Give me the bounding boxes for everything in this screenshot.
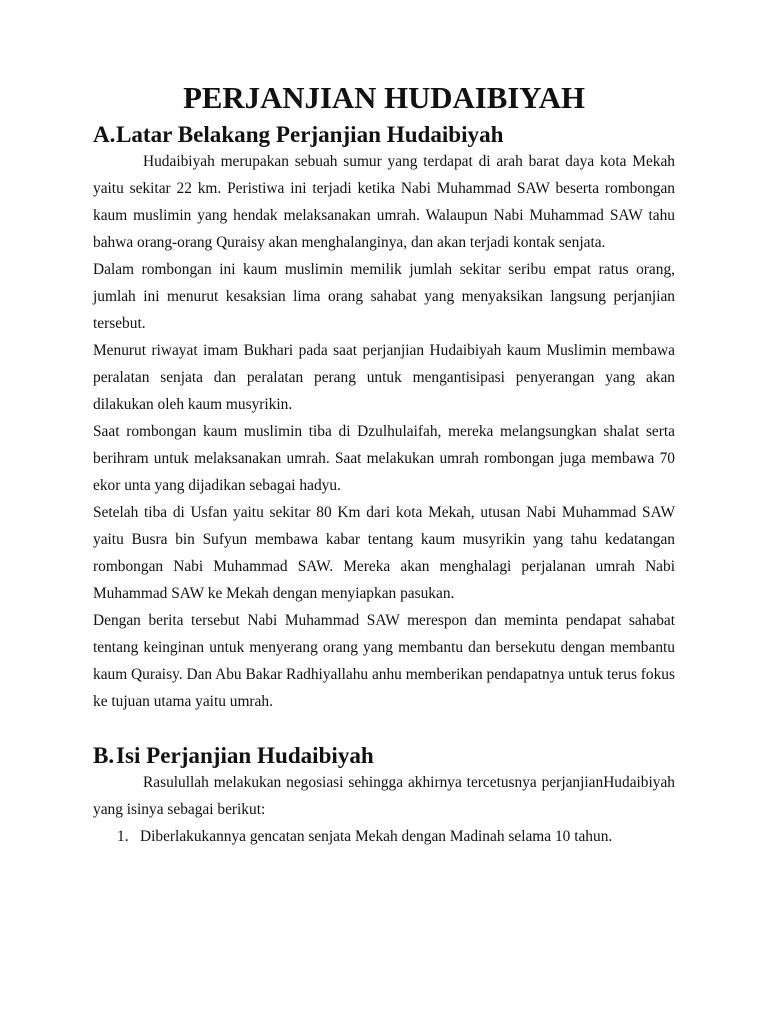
section-a-paragraph-6: Dengan berita tersebut Nabi Muhammad SAW merespon dan meminta pendapat sahabat tentang keinginan untuk menyerang orang yang membantu dan bersekutu dengan membantu kaum Quraisy. Dan Abu Bakar Radhiyallahu anhu memberikan pendapatnya untuk terus fokus ke tujuan utama yaitu umrah. [93, 612, 675, 710]
section-a-paragraph-2: Dalam rombongan ini kaum muslimin memilik jumlah sekitar seribu empat ratus orang, jumlah ini menurut kesaksian lima orang sahabat yang menyaksikan langsung perjanjian tersebut. [93, 261, 675, 332]
section-b-intro: Rasulullah melakukan negosiasi sehingga akhirnya tercetusnya perjanjianHudaibiyah yang isinya sebagai berikut: [93, 774, 675, 818]
section-a-paragraph-1: Hudaibiyah merupakan sebuah sumur yang terdapat di arah barat daya kota Mekah yaitu sekitar 22 km. Peristiwa ini terjadi ketika Nabi Muhammad SAW beserta rombongan kaum muslimin yang hendak melaksanakan umrah. Walaupun Nabi Muhammad SAW tahu bahwa orang-orang Quraisy akan menghalanginya, dan akan terjadi kontak senjata. [93, 153, 675, 251]
section-b-title: Isi Perjanjian Hudaibiyah [116, 742, 374, 768]
section-a-paragraph-3: Menurut riwayat imam Bukhari pada saat perjanjian Hudaibiyah kaum Muslimin membawa peralatan senjata dan peralatan perang untuk mengantisipasi penyerangan yang akan dilakukan oleh kaum musyrikin. [93, 342, 675, 413]
document-title: PERJANJIAN HUDAIBIYAH [183, 81, 585, 115]
list-item-number: 1. [117, 828, 129, 845]
list-item [117, 823, 675, 850]
section-a-paragraph-5: Setelah tiba di Usfan yaitu sekitar 80 Km dari kota Mekah, utusan Nabi Muhammad SAW yaitu Busra bin Sufyun membawa kabar tentang kaum musyrikin yang tahu kedatangan rombongan Nabi Muhammad SAW. Mereka akan menghalagi perjalanan umrah Nabi Muhammad SAW ke Mekah dengan menyiapkan pasukan. [93, 504, 675, 602]
section-a-heading [93, 121, 675, 148]
section-a [93, 121, 675, 715]
section-a-letter: A. [93, 121, 116, 147]
section-a-title: Latar Belakang Perjanjian Hudaibiyah [116, 121, 504, 147]
section-b-letter: B. [93, 742, 115, 768]
agreement-list [93, 823, 675, 850]
document-page [93, 76, 675, 850]
section-a-paragraph-4: Saat rombongan kaum muslimin tiba di Dzulhulaifah, mereka melangsungkan shalat serta berihram untuk melaksanakan umrah. Saat melakukan umrah rombongan juga membawa 70 ekor unta yang dijadikan sebagai hadyu. [93, 423, 675, 494]
section-b [93, 742, 675, 850]
list-item-text: Diberlakukannya gencatan senjata Mekah dengan Madinah selama 10 tahun. [140, 828, 613, 845]
section-b-heading [93, 742, 675, 769]
